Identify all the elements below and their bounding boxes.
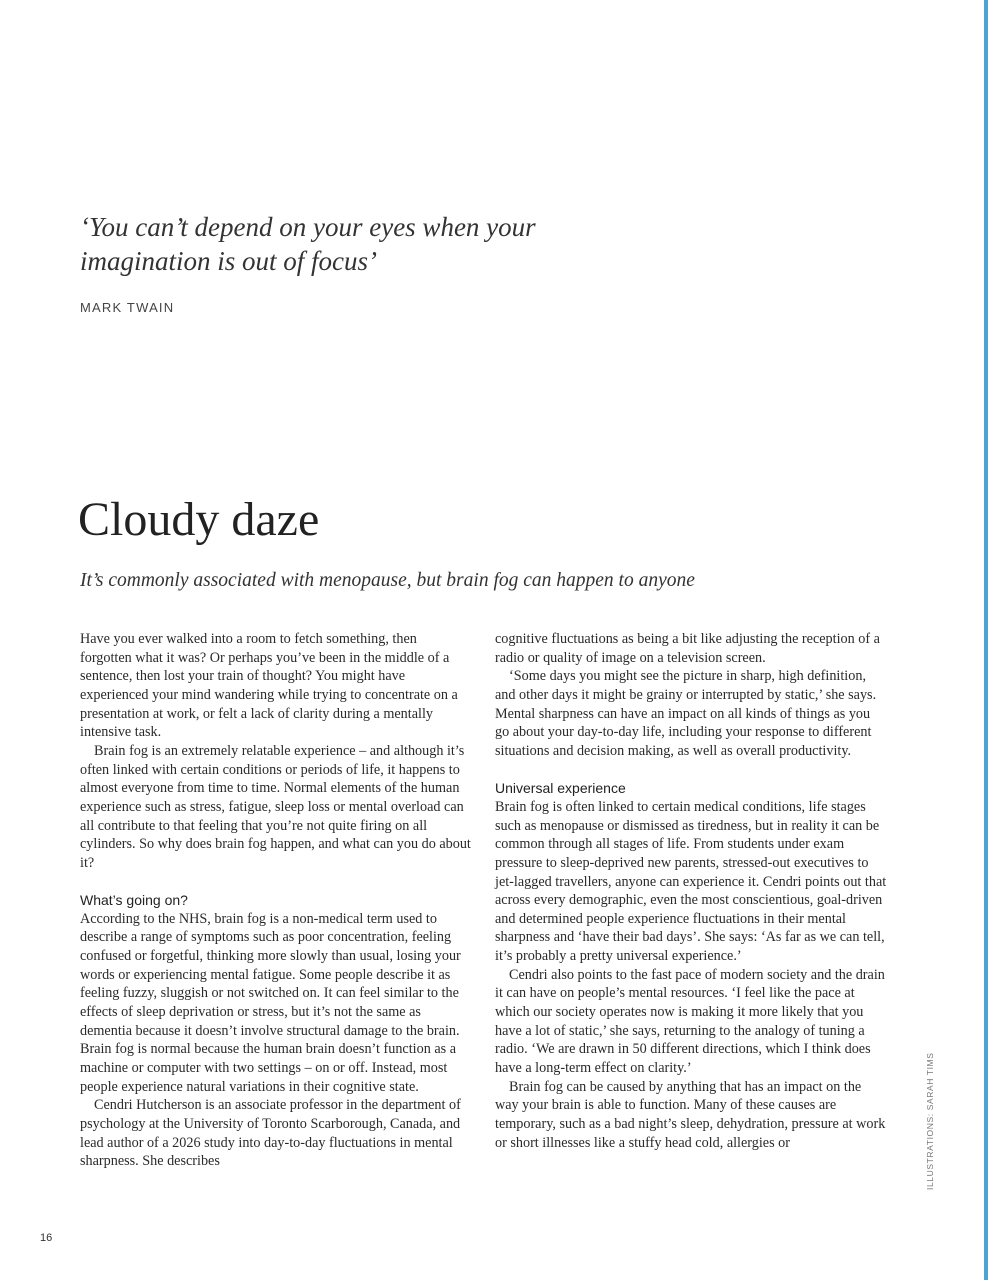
body-paragraph: Brain fog can be caused by anything that has an impact on the way your brain is able to function. Many of these causes are temporary, such as a bad night’s sleep, dehydration, pressure at work or short illnesses like a stuffy head cold, allergies or	[495, 1078, 886, 1151]
body-paragraph: Have you ever walked into a room to fetch something, then forgotten what it was? Or perhaps you’ve been in the middle of a sentence, then lost your train of thought? You might have experienced your mind wandering while trying to concentrate on a presentation at work, or felt a lack of clarity during a mentally intensive task.	[80, 631, 458, 741]
quote-author: MARK TWAIN	[80, 300, 175, 315]
article-standfirst: It’s commonly associated with menopause, but brain fog can happen to anyone	[80, 570, 695, 591]
left-column	[80, 630, 472, 1171]
pull-quote: ‘You can’t depend on your eyes when your imagination is out of focus’	[80, 212, 536, 276]
body-paragraph: Cendri Hutcherson is an associate professor in the department of psychology at the University of Toronto Scarborough, Canada, and lead author of a 2026 study into day-to-day fluctuations in mental sharpness. She describes	[80, 1097, 461, 1170]
illustration-credit-text: ILLUSTRATIONS: SARAH TIMS	[925, 1052, 935, 1190]
illustration-credit	[925, 1052, 937, 1190]
section-heading: Universal experience	[495, 780, 626, 797]
body-paragraph: ‘Some days you might see the picture in sharp, high definition, and other days it might be grainy or interrupted by static,’ she says. Mental sharpness can have an impact on all kinds of things as you go about your day-to-day life, including your response to different situations and decision making, as well as overall productivity.	[495, 668, 877, 759]
body-paragraph: According to the NHS, brain fog is a non-medical term used to describe a range of symptoms such as poor concentration, feeling confused or forgetful, thinking more slowly than usual, losing your words or experiencing mental fatigue. Some people describe it as feeling fuzzy, sluggish or not switched on. It can feel similar to the effects of sleep deprivation or stress, but it’s not the same as dementia because it doesn’t involve structural damage to the brain. Brain fog is normal because the human brain doesn’t function as a machine or computer with two settings – on or off. Instead, most people experience natural variations in their cognitive state.	[80, 910, 461, 1095]
section-heading: What’s going on?	[80, 892, 188, 909]
body-paragraph: cognitive fluctuations as being a bit like adjusting the reception of a radio or quality of image on a television screen.	[495, 631, 880, 666]
body-paragraph: Cendri also points to the fast pace of modern society and the drain it can have on people’s mental resources. ‘I feel like the pace at which our society operates now is making it more likely that you have a lot of static,’ she says, returning to the analogy of tuning a radio. ‘We are drawn in 50 different directions, which I think does have a long-term effect on clarity.’	[495, 966, 885, 1077]
body-paragraph: Brain fog is an extremely relatable experience – and although it’s often linked with certain conditions or periods of life, it happens to almost everyone from time to time. Normal elements of the human experience such as stress, fatigue, sleep loss or mental overload can all contribute to that feeling that you’re not quite firing on all cylinders. So why does brain fog happen, and what can you do about it?	[80, 742, 471, 871]
right-column	[495, 630, 887, 1152]
page-edge-accent	[984, 0, 988, 1280]
article-title: Cloudy daze	[78, 493, 320, 546]
body-paragraph: Brain fog is often linked to certain medical conditions, life stages such as menopause or dismissed as tiredness, but in reality it can be common through all stages of life. From students under exam pressure to sleep-deprived new parents, stressed-out executives to jet-lagged travellers, anyone can experience it. Cendri points out that across every demographic, even the most conscientious, goal-driven and determined people experience fluctuations in their mental sharpness and ‘have their bad days’. She says: ‘As far as we can tell, it’s probably a pretty universal experience.’	[495, 798, 887, 965]
page-number: 16	[40, 1232, 53, 1244]
